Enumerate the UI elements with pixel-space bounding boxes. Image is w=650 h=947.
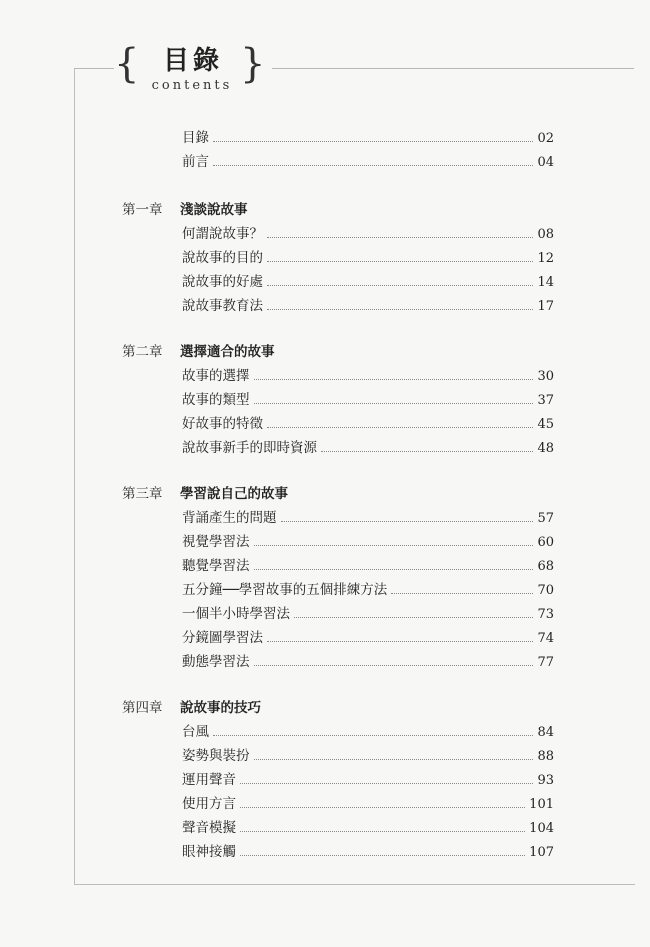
toc-entry[interactable]: [182, 388, 554, 408]
dot-leader: [240, 806, 525, 808]
entry-page: 02: [537, 131, 554, 146]
entry-label: 說故事的目的: [182, 250, 263, 266]
entry-page: 68: [537, 559, 554, 574]
entry-label: 一個半小時學習法: [182, 606, 290, 622]
dot-leader: [391, 592, 533, 594]
toc-entry[interactable]: [182, 626, 554, 646]
entry-label: 說故事新手的即時資源: [182, 440, 317, 456]
toc-entry[interactable]: [182, 246, 554, 266]
chapter-number: 第二章: [122, 344, 163, 360]
entry-page: 45: [537, 417, 554, 432]
toc-title-block: [114, 38, 264, 96]
entry-page: 88: [537, 749, 554, 764]
entry-label: 何謂說故事？: [182, 226, 263, 242]
dot-leader: [254, 664, 534, 666]
dot-leader: [254, 568, 534, 570]
dot-leader: [254, 378, 534, 380]
entry-label: 五分鐘──學習故事的五個排練方法: [182, 582, 388, 598]
chapter-number: 第一章: [122, 202, 163, 218]
toc-entry[interactable]: [182, 792, 554, 812]
dot-leader: [321, 450, 533, 452]
dot-leader: [267, 308, 533, 310]
toc-entry[interactable]: [182, 270, 554, 290]
toc-entry[interactable]: [182, 602, 554, 622]
entry-page: 17: [537, 299, 554, 314]
entry-page: 30: [537, 369, 554, 384]
entry-label: 故事的選擇: [182, 368, 250, 384]
dot-leader: [240, 830, 525, 832]
toc-entry[interactable]: [182, 650, 554, 670]
chapter-number: 第四章: [122, 700, 163, 716]
entry-label: 運用聲音: [182, 772, 236, 788]
dot-leader: [213, 734, 533, 736]
dot-leader: [240, 854, 525, 856]
entry-page: 14: [537, 275, 554, 290]
page-title: 目錄: [162, 46, 223, 76]
toc-entry[interactable]: [182, 364, 554, 384]
toc-entry[interactable]: [182, 506, 554, 526]
toc-entry[interactable]: [182, 578, 554, 598]
entry-page: 74: [537, 631, 554, 646]
dot-leader: [294, 616, 533, 618]
toc-entry[interactable]: [182, 294, 554, 314]
header-rule: [272, 68, 634, 69]
dot-leader: [254, 544, 534, 546]
chapter-title: 說故事的技巧: [180, 700, 261, 716]
toc-entry[interactable]: [182, 222, 554, 242]
toc-entry[interactable]: [182, 554, 554, 574]
header-rule-left: [74, 68, 114, 69]
chapter-title: 學習說自己的故事: [180, 486, 288, 502]
entry-page: 107: [529, 845, 554, 860]
entry-label: 前言: [182, 154, 209, 170]
entry-label: 目錄: [182, 130, 209, 146]
toc-entry[interactable]: [182, 530, 554, 550]
entry-label: 眼神接觸: [182, 844, 236, 860]
entry-page: 104: [529, 821, 554, 836]
entry-page: 48: [537, 441, 554, 456]
entry-page: 93: [537, 773, 554, 788]
entry-label: 說故事教育法: [182, 298, 263, 314]
chapter-heading[interactable]: [122, 482, 288, 502]
entry-label: 聲音模擬: [182, 820, 236, 836]
dot-leader: [281, 520, 534, 522]
chapter-heading[interactable]: [122, 198, 248, 218]
entry-label: 說故事的好處: [182, 274, 263, 290]
dot-leader: [267, 426, 533, 428]
toc-entry[interactable]: [182, 126, 554, 146]
toc-entry[interactable]: [182, 744, 554, 764]
dot-leader: [267, 260, 533, 262]
entry-label: 使用方言: [182, 796, 236, 812]
chapter-title: 淺談說故事: [180, 202, 248, 218]
dot-leader: [254, 402, 534, 404]
chapter-heading[interactable]: [122, 696, 261, 716]
chapter-heading[interactable]: [122, 340, 275, 360]
dot-leader: [267, 236, 533, 238]
toc-entry[interactable]: [182, 768, 554, 788]
toc-entry[interactable]: [182, 816, 554, 836]
toc-entry[interactable]: [182, 412, 554, 432]
entry-page: 57: [537, 511, 554, 526]
toc-entry[interactable]: [182, 436, 554, 456]
dot-leader: [267, 640, 533, 642]
entry-page: 101: [529, 797, 554, 812]
entry-label: 聽覺學習法: [182, 558, 250, 574]
toc-entry[interactable]: [182, 720, 554, 740]
right-brace-icon: }: [240, 41, 266, 87]
entry-page: 77: [537, 655, 554, 670]
chapter-number: 第三章: [122, 486, 163, 502]
entry-label: 動態學習法: [182, 654, 250, 670]
page-subtitle: contents: [151, 78, 233, 93]
chapter-title: 選擇適合的故事: [180, 344, 275, 360]
entry-label: 視覺學習法: [182, 534, 250, 550]
entry-label: 台風: [182, 724, 209, 740]
entry-page: 73: [537, 607, 554, 622]
entry-label: 故事的類型: [182, 392, 250, 408]
dot-leader: [254, 758, 534, 760]
entry-page: 04: [537, 155, 554, 170]
entry-label: 背誦產生的問題: [182, 510, 277, 526]
entry-page: 84: [537, 725, 554, 740]
toc-entry[interactable]: [182, 840, 554, 860]
entry-page: 60: [537, 535, 554, 550]
entry-page: 12: [537, 251, 554, 266]
dot-leader: [213, 164, 533, 166]
entry-label: 好故事的特徵: [182, 416, 263, 432]
dot-leader: [240, 782, 533, 784]
entry-page: 37: [537, 393, 554, 408]
entry-page: 70: [537, 583, 554, 598]
toc-entry[interactable]: [182, 150, 554, 170]
dot-leader: [213, 140, 533, 142]
entry-page: 08: [537, 227, 554, 242]
dot-leader: [267, 284, 533, 286]
left-brace-icon: {: [114, 41, 140, 87]
entry-label: 分鏡圖學習法: [182, 630, 263, 646]
entry-label: 姿勢與裝扮: [182, 748, 250, 764]
